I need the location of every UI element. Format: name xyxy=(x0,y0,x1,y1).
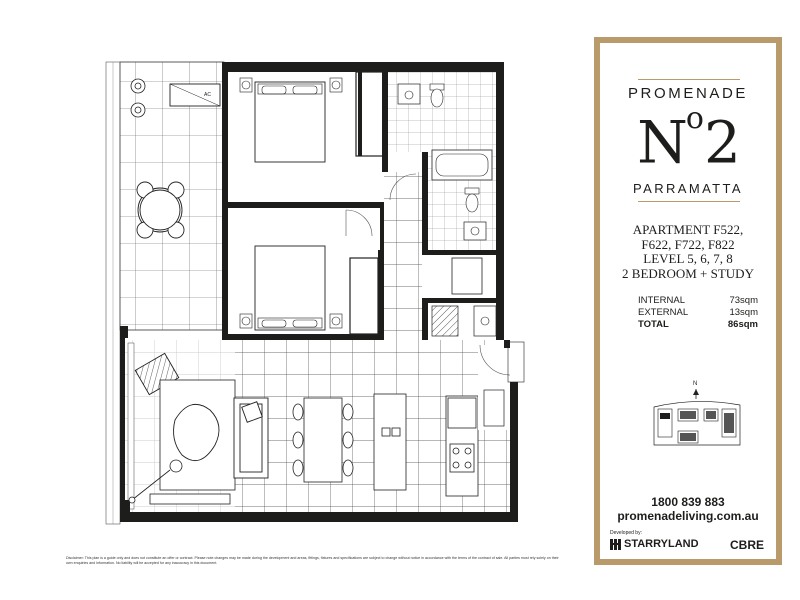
entry xyxy=(478,340,524,430)
main-bathroom xyxy=(428,147,496,250)
brand-location: PARRAMATTA xyxy=(633,181,743,196)
compass-icon xyxy=(693,381,699,399)
starryland-logo xyxy=(610,538,699,550)
top-rule xyxy=(638,79,740,80)
apartment-line-2: F622, F722, F822 xyxy=(641,236,735,252)
starryland-name: STARRYLAND xyxy=(624,538,699,550)
dining-set xyxy=(293,398,353,482)
starryland-icon xyxy=(610,539,621,550)
balcony-dining-set xyxy=(137,182,184,238)
brand-number xyxy=(600,101,776,177)
compass-label: N xyxy=(693,381,698,387)
developed-by-label: Developed by: xyxy=(610,530,642,536)
cbre-logo: CBRE xyxy=(730,538,765,552)
ac-unit xyxy=(170,84,220,106)
bottom-rule xyxy=(638,201,740,202)
kitchen-bench xyxy=(446,396,478,496)
apartment-line-1: APARTMENT F522, xyxy=(632,222,744,237)
disclaimer: Disclaimer: This plan is a guide only and does not constitute an offer or contract. Please note changes may be made during the development and areas, fittings, fixtures and specifications are subject to change without notice in accordance with the terms of the contract of sale. All parties must rely solely on their own enquiries and information. No liability will be accepted for any inaccuracy in this document. xyxy=(66,556,559,565)
tv-unit xyxy=(150,494,230,504)
bedroom-2 xyxy=(228,208,378,334)
building-key-plan xyxy=(648,373,744,459)
sofa xyxy=(234,398,268,478)
brand-number-letter: N xyxy=(637,108,686,177)
area-label: INTERNAL xyxy=(638,295,685,306)
apartment-line-3: LEVEL 5, 6, 7, 8 xyxy=(643,251,733,266)
area-value: 13sqm xyxy=(729,307,758,318)
ac-label: AC xyxy=(204,92,211,98)
brand-number-digit: 2 xyxy=(703,108,739,177)
contact-phone[interactable]: 1800 839 883 xyxy=(651,495,725,509)
info-panel xyxy=(594,37,782,565)
area-table xyxy=(638,295,758,331)
laundry xyxy=(428,303,496,340)
area-row-total xyxy=(638,319,758,331)
apartment-line-4: 2 BEDROOM + STUDY xyxy=(622,265,754,281)
ensuite-bathroom xyxy=(388,72,496,152)
brand-name: PROMENADE xyxy=(627,85,749,102)
area-value: 73sqm xyxy=(729,295,758,306)
contact-website[interactable]: promenadeliving.com.au xyxy=(617,509,759,523)
apartment-details xyxy=(600,223,776,281)
area-value: 86sqm xyxy=(727,319,758,330)
area-label: TOTAL xyxy=(638,319,669,330)
brand-number-sup: o xyxy=(685,101,704,136)
area-row-internal xyxy=(638,295,758,307)
bedroom-1 xyxy=(228,72,386,204)
area-row-external xyxy=(638,307,758,319)
kitchen-island xyxy=(374,394,406,490)
living-rug xyxy=(160,380,235,490)
area-label: EXTERNAL xyxy=(638,307,689,318)
